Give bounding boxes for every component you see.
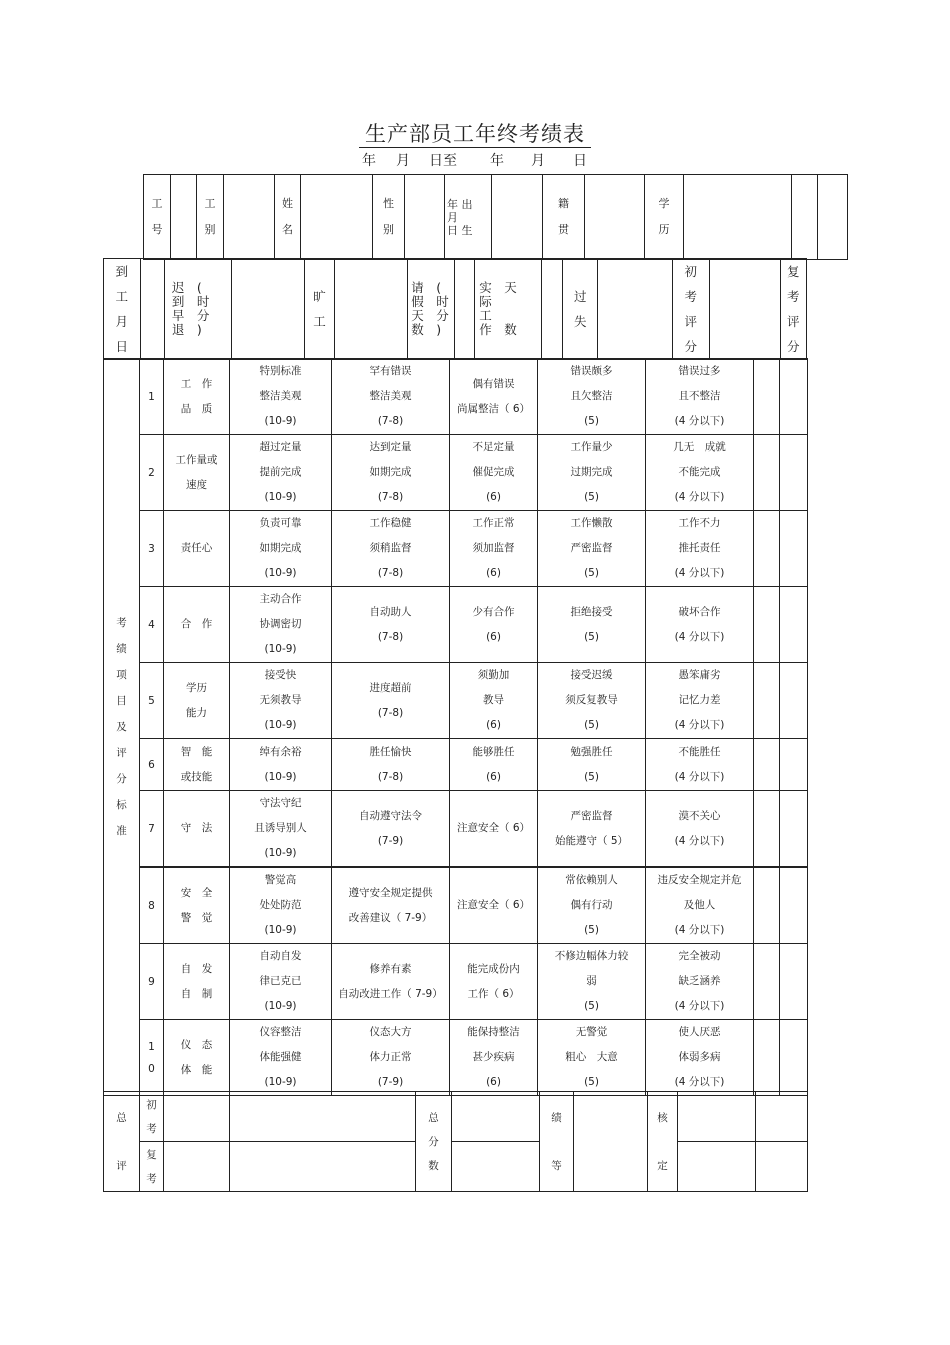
criteria-level-3-text: 不足定量 催促完成 (6) <box>472 441 515 503</box>
label-absent: 旷 工 <box>304 259 334 360</box>
field-emp-no[interactable] <box>171 175 197 260</box>
criteria-level-3 <box>450 511 538 587</box>
label-native: 籍 贯 <box>543 175 585 260</box>
criteria-number <box>140 511 164 587</box>
field-work-days[interactable] <box>140 259 164 360</box>
criteria-table <box>103 358 808 1096</box>
criteria-level-1 <box>230 587 332 663</box>
criteria-row <box>104 791 808 868</box>
field-actual-days[interactable] <box>542 259 563 360</box>
label-verify: 核 定 <box>648 1092 678 1192</box>
criteria-number <box>140 359 164 435</box>
criteria-level-4-text: 无警觉 粗心 大意 (5) <box>565 1026 618 1088</box>
field-summary-review-b[interactable] <box>230 1142 416 1192</box>
criteria-level-5 <box>646 944 754 1020</box>
criteria-level-3-text: 少有合作 (6) <box>472 605 515 643</box>
criteria-item <box>164 867 230 944</box>
criteria-item <box>164 944 230 1020</box>
criteria-level-4 <box>538 739 646 791</box>
field-summary-first-a[interactable] <box>164 1092 230 1142</box>
criteria-item <box>164 1020 230 1096</box>
score-first-cell[interactable] <box>754 739 780 791</box>
criteria-row <box>104 867 808 944</box>
field-first-score[interactable] <box>709 259 780 360</box>
field-total-review[interactable] <box>452 1142 540 1192</box>
criteria-level-1 <box>230 739 332 791</box>
criteria-level-1-text: 接受快 无须教导 (10-9) <box>259 669 302 731</box>
month-start: 月 <box>396 153 410 169</box>
criteria-row <box>104 511 808 587</box>
employee-info-table <box>143 174 848 260</box>
criteria-level-2-text: 罕有错误 整洁美观 (7-8) <box>369 365 412 427</box>
criteria-item <box>164 435 230 511</box>
field-total-first[interactable] <box>452 1092 540 1142</box>
criteria-level-2-text: 自动助人 (7-8) <box>369 605 412 643</box>
label-late: 迟 ( 到 时 早 分 退 ) <box>164 259 231 360</box>
criteria-level-5 <box>646 1020 754 1096</box>
criteria-level-2 <box>332 944 450 1020</box>
criteria-item-text: 自 发 自 制 <box>180 962 213 1000</box>
criteria-level-4 <box>538 944 646 1020</box>
page-title: 生产部员工年终考绩表 <box>0 118 950 148</box>
field-name[interactable] <box>301 175 373 260</box>
year-start: 年 <box>362 153 376 169</box>
criteria-level-4-text: 工作懒散 严密监督 (5) <box>570 517 613 579</box>
criteria-row <box>104 739 808 791</box>
criteria-level-1 <box>230 1020 332 1096</box>
criteria-level-4-text: 工作量少 过期完成 (5) <box>570 441 613 503</box>
criteria-item-text: 智 能 或技能 <box>180 745 213 783</box>
criteria-level-3 <box>450 435 538 511</box>
criteria-level-3 <box>450 791 538 868</box>
criteria-level-3-text: 须勤加 教导 (6) <box>477 669 510 731</box>
label-overall: 总 评 <box>104 1092 140 1192</box>
criteria-level-3 <box>450 944 538 1020</box>
criteria-level-2 <box>332 739 450 791</box>
section-label: 考 绩 项 目 及 评 分 标 准 <box>104 359 140 1096</box>
criteria-level-4-text: 勉强胜任 (5) <box>570 745 613 783</box>
label-review-score: 复 考 评 分 <box>780 259 806 360</box>
criteria-level-3 <box>450 587 538 663</box>
criteria-number-text: 7 <box>148 822 155 835</box>
field-verify-review-b[interactable] <box>756 1142 808 1192</box>
field-gender[interactable] <box>405 175 445 260</box>
score-first-cell[interactable] <box>754 587 780 663</box>
score-first-cell[interactable] <box>754 435 780 511</box>
criteria-level-4-text: 常依赖别人 偶有行动 (5) <box>565 874 618 936</box>
field-verify-first-b[interactable] <box>756 1092 808 1142</box>
field-native[interactable] <box>585 175 645 260</box>
criteria-row <box>104 944 808 1020</box>
field-grade[interactable] <box>574 1092 648 1192</box>
criteria-level-4 <box>538 663 646 739</box>
criteria-level-2 <box>332 511 450 587</box>
criteria-row <box>104 1020 808 1096</box>
criteria-level-1 <box>230 435 332 511</box>
criteria-item <box>164 359 230 435</box>
criteria-level-2 <box>332 663 450 739</box>
criteria-level-2 <box>332 791 450 868</box>
criteria-level-1 <box>230 867 332 944</box>
criteria-level-2-text: 自动遵守法令 (7-9) <box>359 809 422 847</box>
field-dept[interactable] <box>224 175 275 260</box>
criteria-item-text: 守 法 <box>180 822 213 834</box>
score-review-cell[interactable] <box>780 435 808 511</box>
field-summary-first-b[interactable] <box>230 1092 416 1142</box>
criteria-item-text: 安 全 警 觉 <box>180 886 213 924</box>
score-review-cell[interactable] <box>780 511 808 587</box>
criteria-level-5-text: 破坏合作 (4 分以下) <box>674 605 725 643</box>
criteria-level-3-text: 能保持整洁 甚少疾病 (6) <box>467 1026 520 1088</box>
field-leave[interactable] <box>454 259 474 360</box>
criteria-level-5 <box>646 739 754 791</box>
criteria-number-text: 4 <box>148 618 155 631</box>
criteria-level-5-text: 完全被动 缺乏涵养 (4 分以下) <box>674 950 725 1012</box>
criteria-level-3 <box>450 867 538 944</box>
criteria-level-1-text: 守法守纪 且诱导别人 (10-9) <box>254 797 307 859</box>
criteria-level-4-text: 接受迟缓 须反复教导 (5) <box>565 669 618 731</box>
day-start: 日至 <box>429 153 457 169</box>
attendance-table <box>103 258 807 360</box>
criteria-level-2-text: 仪态大方 体力正常 (7-9) <box>369 1026 412 1088</box>
label-birth: 年 出 月 日 生 <box>445 175 492 260</box>
criteria-row <box>104 587 808 663</box>
criteria-level-5-text: 漠不关心 (4 分以下) <box>674 809 725 847</box>
criteria-level-3-text: 能完成份内 工作（ 6） <box>467 962 520 1000</box>
field-extra-1[interactable] <box>792 175 818 260</box>
summary-table <box>103 1091 808 1192</box>
label-gender: 性 别 <box>373 175 405 260</box>
criteria-level-4-text: 错误颇多 且欠整洁 (5) <box>570 365 613 427</box>
criteria-number-text: 9 <box>148 975 155 988</box>
criteria-item-text: 工 作 品 质 <box>180 377 213 415</box>
criteria-item-text: 工作量或 速度 <box>175 453 218 491</box>
criteria-number-text: 5 <box>148 694 155 707</box>
criteria-level-5 <box>646 663 754 739</box>
criteria-level-3-text: 注意安全（ 6） <box>456 899 531 911</box>
field-fault[interactable] <box>597 259 672 360</box>
criteria-number <box>140 791 164 868</box>
criteria-level-3 <box>450 663 538 739</box>
criteria-level-5-text: 错误过多 且不整洁 (4 分以下) <box>674 365 725 427</box>
criteria-level-4 <box>538 1020 646 1096</box>
criteria-level-3-text: 工作正常 须加监督 (6) <box>472 517 515 579</box>
criteria-level-4 <box>538 359 646 435</box>
score-review-cell[interactable] <box>780 867 808 944</box>
field-extra-2[interactable] <box>818 175 848 260</box>
score-first-cell[interactable] <box>754 359 780 435</box>
label-total-score: 总 分 数 <box>416 1092 452 1192</box>
score-review-cell[interactable] <box>780 359 808 435</box>
score-first-cell[interactable] <box>754 511 780 587</box>
criteria-number-text: 6 <box>148 758 155 771</box>
criteria-number <box>140 867 164 944</box>
criteria-level-3-text: 偶有错误 尚属整洁（ 6） <box>456 377 531 415</box>
criteria-item <box>164 587 230 663</box>
criteria-item <box>164 511 230 587</box>
label-dept: 工 别 <box>197 175 224 260</box>
criteria-level-2-text: 达到定量 如期完成 (7-8) <box>369 441 412 503</box>
criteria-row <box>104 663 808 739</box>
criteria-level-5 <box>646 435 754 511</box>
criteria-level-5-text: 工作不力 推托责任 (4 分以下) <box>674 517 725 579</box>
criteria-level-2-text: 胜任愉快 (7-8) <box>369 745 412 783</box>
label-summary-review: 复 考 <box>140 1142 164 1192</box>
score-review-cell[interactable] <box>780 1020 808 1096</box>
criteria-level-2 <box>332 359 450 435</box>
criteria-level-2-text: 遵守安全规定提供 改善建议（ 7-9） <box>348 886 433 924</box>
criteria-level-4 <box>538 587 646 663</box>
criteria-level-3-text: 注意安全（ 6） <box>456 822 531 834</box>
field-late[interactable] <box>231 259 304 360</box>
score-review-cell[interactable] <box>780 791 808 868</box>
score-review-cell[interactable] <box>780 663 808 739</box>
criteria-item <box>164 791 230 868</box>
criteria-item <box>164 739 230 791</box>
criteria-level-3 <box>450 739 538 791</box>
criteria-level-5-text: 违反安全规定并危 及他人 (4 分以下) <box>657 874 742 936</box>
criteria-row <box>104 435 808 511</box>
criteria-number-text: 1 <box>148 390 155 403</box>
criteria-item <box>164 663 230 739</box>
criteria-level-5 <box>646 867 754 944</box>
label-name: 姓 名 <box>275 175 301 260</box>
label-fault: 过 失 <box>563 259 597 360</box>
criteria-number-text: 8 <box>148 899 155 912</box>
field-edu[interactable] <box>684 175 792 260</box>
criteria-level-4-text: 不修边幅体力较 弱 (5) <box>554 950 629 1012</box>
criteria-level-4 <box>538 511 646 587</box>
score-review-cell[interactable] <box>780 944 808 1020</box>
criteria-level-3-text: 能够胜任 (6) <box>472 745 515 783</box>
criteria-level-4 <box>538 435 646 511</box>
label-actual-days: 实 天 际 工 作 数 <box>475 259 542 360</box>
criteria-level-5-text: 几无 成就 不能完成 (4 分以下) <box>673 441 726 503</box>
criteria-level-5 <box>646 791 754 868</box>
criteria-number <box>140 944 164 1020</box>
label-emp-no: 工 号 <box>144 175 171 260</box>
criteria-level-4 <box>538 867 646 944</box>
criteria-number <box>140 1020 164 1096</box>
criteria-number <box>140 663 164 739</box>
criteria-level-1-text: 警觉高 处处防范 (10-9) <box>259 874 302 936</box>
criteria-item-text: 责任心 <box>180 542 213 554</box>
criteria-level-1-text: 特别标准 整洁美观 (10-9) <box>259 365 302 427</box>
day-end: 日 <box>573 153 587 169</box>
criteria-item-text: 合 作 <box>180 618 213 630</box>
criteria-level-2-text: 修养有素 自动改进工作（ 7-9） <box>338 962 443 1000</box>
criteria-level-5-text: 不能胜任 (4 分以下) <box>674 745 725 783</box>
criteria-number <box>140 739 164 791</box>
label-first-score: 初 考 评 分 <box>673 259 710 360</box>
score-first-cell[interactable] <box>754 791 780 868</box>
criteria-level-1-text: 自动自发 律已克已 (10-9) <box>259 950 302 1012</box>
label-edu: 学 历 <box>645 175 684 260</box>
criteria-level-1-text: 绰有余裕 (10-9) <box>259 745 302 783</box>
criteria-number-text: 1 0 <box>148 1040 155 1075</box>
field-birth[interactable] <box>492 175 543 260</box>
criteria-level-1 <box>230 791 332 868</box>
label-work-days: 到 工 月 日 <box>104 259 141 360</box>
criteria-level-2 <box>332 587 450 663</box>
criteria-level-1 <box>230 663 332 739</box>
criteria-level-5 <box>646 359 754 435</box>
field-absent[interactable] <box>335 259 408 360</box>
criteria-level-1 <box>230 359 332 435</box>
criteria-level-5-text: 愚笨庸劣 记忆力差 (4 分以下) <box>674 669 725 731</box>
label-summary-first: 初 考 <box>140 1092 164 1142</box>
criteria-level-1 <box>230 944 332 1020</box>
criteria-level-2 <box>332 1020 450 1096</box>
criteria-item-text: 学历 能力 <box>186 681 207 719</box>
criteria-row <box>104 359 808 435</box>
criteria-level-1-text: 主动合作 协调密切 (10-9) <box>259 593 302 655</box>
criteria-number-text: 3 <box>148 542 155 555</box>
criteria-level-1-text: 超过定量 提前完成 (10-9) <box>259 441 302 503</box>
criteria-level-4-text: 拒绝接受 (5) <box>570 605 613 643</box>
year-end: 年 <box>490 153 504 169</box>
criteria-level-5 <box>646 587 754 663</box>
month-end: 月 <box>531 153 545 169</box>
criteria-level-5-text: 使人厌恶 体弱多病 (4 分以下) <box>674 1026 725 1088</box>
score-first-cell[interactable] <box>754 663 780 739</box>
criteria-level-1-text: 负责可靠 如期完成 (10-9) <box>259 517 302 579</box>
criteria-number <box>140 435 164 511</box>
label-grade: 绩 等 <box>540 1092 574 1192</box>
score-review-cell[interactable] <box>780 587 808 663</box>
criteria-level-2 <box>332 435 450 511</box>
score-first-cell[interactable] <box>754 1020 780 1096</box>
criteria-level-5 <box>646 511 754 587</box>
criteria-level-4-text: 严密监督 始能遵守（ 5） <box>554 809 629 847</box>
criteria-level-3 <box>450 1020 538 1096</box>
criteria-level-4 <box>538 791 646 868</box>
label-leave: 请 ( 假 时 天 分 数 ) <box>408 259 455 360</box>
score-review-cell[interactable] <box>780 739 808 791</box>
criteria-level-1 <box>230 511 332 587</box>
score-first-cell[interactable] <box>754 944 780 1020</box>
field-verify-review[interactable] <box>678 1142 756 1192</box>
criteria-number-text: 2 <box>148 466 155 479</box>
field-summary-review-a[interactable] <box>164 1142 230 1192</box>
criteria-level-2-text: 进度超前 (7-8) <box>369 681 412 719</box>
criteria-level-2 <box>332 867 450 944</box>
score-first-cell[interactable] <box>754 867 780 944</box>
criteria-level-1-text: 仪容整洁 体能强健 (10-9) <box>259 1026 302 1088</box>
criteria-level-3 <box>450 359 538 435</box>
field-verify-first[interactable] <box>678 1092 756 1142</box>
criteria-number <box>140 587 164 663</box>
criteria-item-text: 仪 态 体 能 <box>180 1038 213 1076</box>
criteria-level-2-text: 工作稳健 须稍监督 (7-8) <box>369 517 412 579</box>
